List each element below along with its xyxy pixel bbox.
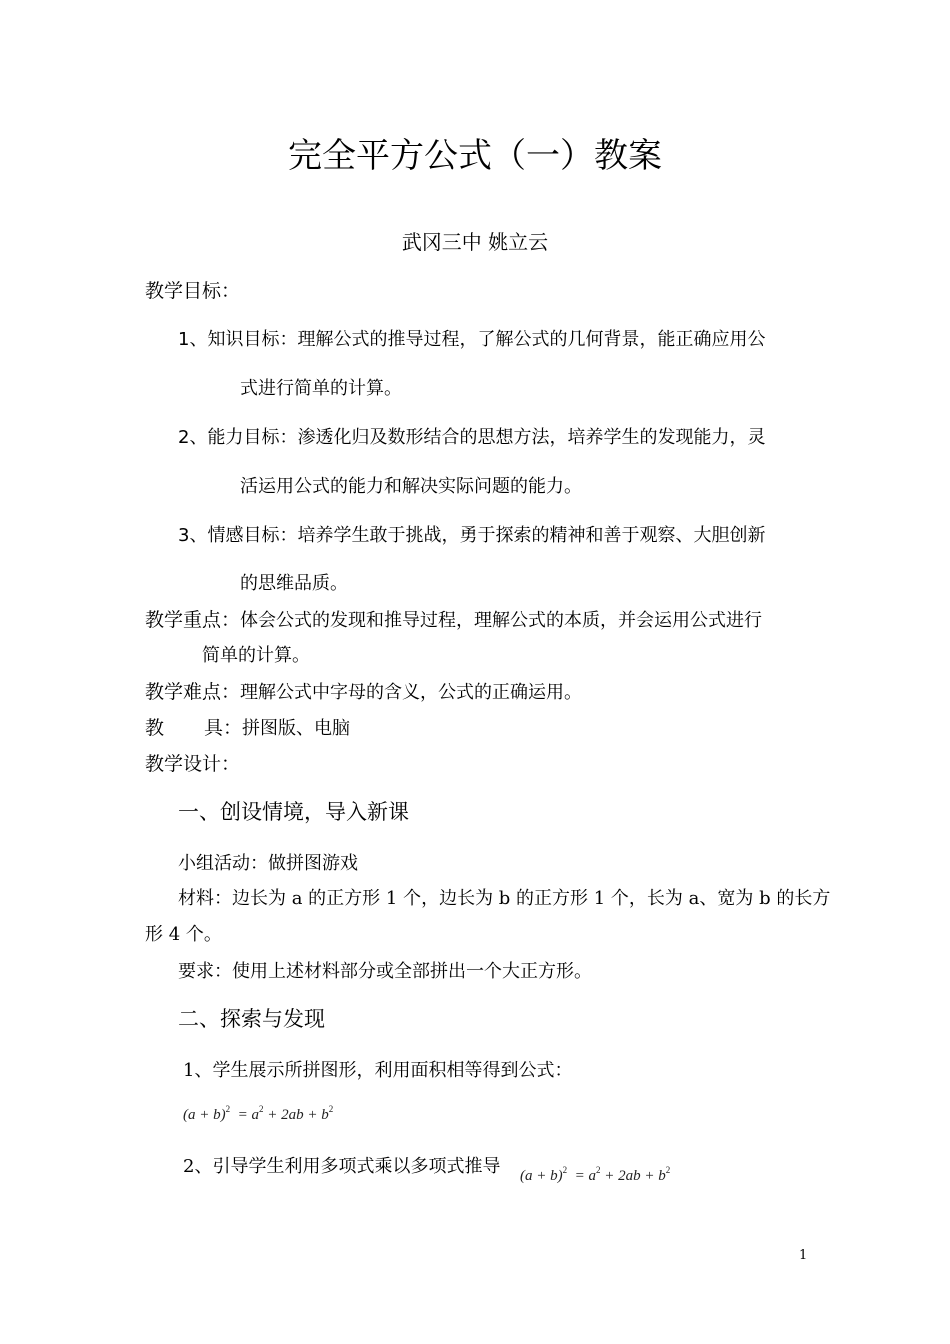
design-heading: 教学设计： bbox=[145, 753, 241, 775]
objective-label: 1、知识目标 bbox=[178, 329, 280, 350]
author-line: 武冈三中 姚立云 bbox=[401, 230, 549, 254]
objective-label: 2、能力目标 bbox=[178, 427, 280, 448]
section1-activity: 小组活动：做拼图游戏 bbox=[178, 853, 358, 874]
objective-label: 3、情感目标 bbox=[178, 525, 280, 546]
difficulties-label: 教学难点： bbox=[145, 681, 241, 703]
objective-text: ：渗透化归及数形结合的思想方法，培养学生的发现能力，灵 bbox=[279, 427, 766, 448]
section1-materials: 材料：边长为 a 的正方形 1 个，边长为 b 的正方形 1 个，长为 a、宽为 b 的长方 bbox=[178, 888, 831, 909]
difficulties-text: 理解公式中字母的含义，公式的正确运用。 bbox=[240, 682, 583, 703]
tools-label-a: 教 bbox=[145, 717, 165, 739]
key-points-cont: 简单的计算。 bbox=[202, 645, 310, 666]
section1-requirement: 要求：使用上述材料部分或全部拼出一个大正方形。 bbox=[178, 961, 592, 982]
objective-emotion bbox=[178, 521, 765, 547]
key-points bbox=[145, 605, 762, 632]
objective-ability-cont: 活运用公式的能力和解决实际问题的能力。 bbox=[240, 476, 582, 497]
objective-knowledge-cont: 式进行简单的计算。 bbox=[240, 378, 402, 399]
tools-label-b: 具： bbox=[204, 717, 243, 739]
difficulties bbox=[145, 677, 582, 704]
section1-materials-cont: 形 4 个。 bbox=[145, 924, 222, 945]
formula-square-of-sum: $(a + b)^2 = a^2 + 2ab + b^2$ bbox=[183, 1104, 334, 1123]
section2-step1: 1、学生展示所拼图形，利用面积相等得到公式： bbox=[183, 1060, 573, 1081]
section1-heading: 一、创设情境，导入新课 bbox=[178, 800, 409, 824]
objective-text: ：培养学生敢于挑战，勇于探索的精神和善于观察、大胆创新 bbox=[279, 525, 766, 546]
objectives-heading: 教学目标： bbox=[145, 280, 241, 302]
tools bbox=[145, 713, 350, 740]
objective-ability bbox=[178, 423, 765, 449]
formula-square-of-sum-inline: $(a + b)^2 = a^2 + 2ab + b^2$ bbox=[520, 1165, 671, 1184]
objective-knowledge bbox=[178, 325, 765, 351]
objective-emotion-cont: 的思维品质。 bbox=[240, 573, 348, 594]
section2-heading: 二、探索与发现 bbox=[178, 1007, 325, 1031]
key-points-text: 体会公式的发现和推导过程，理解公式的本质，并会运用公式进行 bbox=[240, 610, 763, 631]
tools-text: 拼图版、电脑 bbox=[242, 718, 351, 739]
section2-step2: 2、引导学生利用多项式乘以多项式推导 bbox=[183, 1156, 501, 1177]
document-title: 完全平方公式（一）教案 bbox=[288, 136, 662, 176]
objective-text: ：理解公式的推导过程，了解公式的几何背景，能正确应用公 bbox=[279, 329, 766, 350]
page-number: 1 bbox=[799, 1248, 808, 1263]
key-points-label: 教学重点： bbox=[145, 609, 241, 631]
